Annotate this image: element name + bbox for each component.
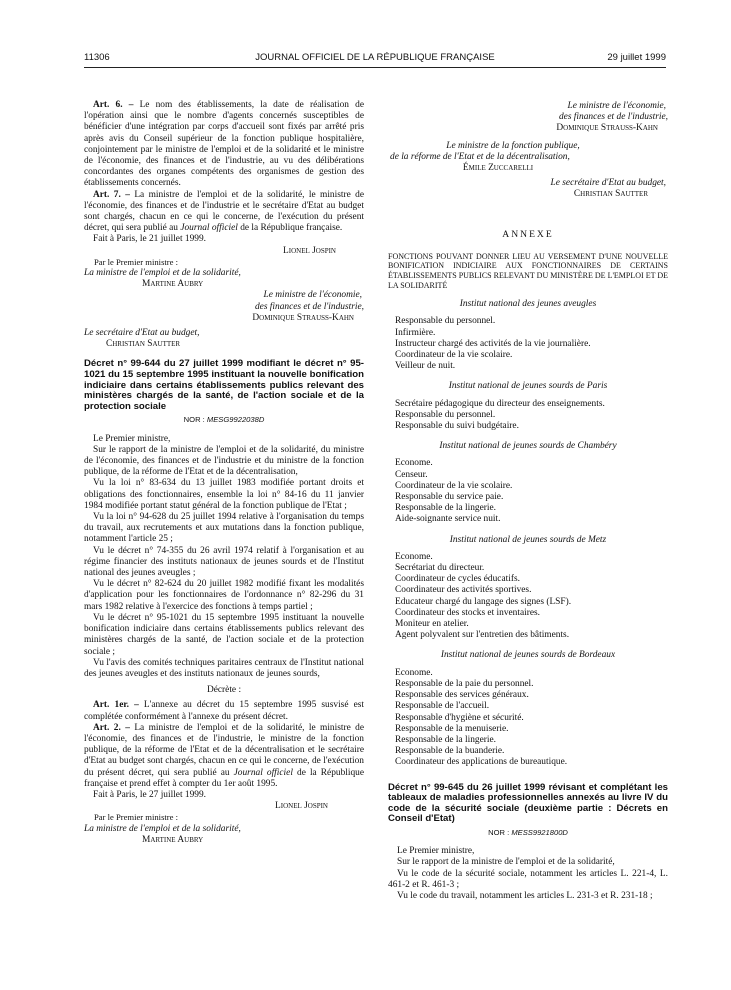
issue-date: 29 juillet 1999 (607, 52, 666, 63)
institute-heading: Institut national des jeunes aveugles (459, 299, 597, 310)
eco-minister-title-1a: Le ministre de l'économie, (263, 290, 362, 301)
header-rule (84, 67, 666, 68)
list-item: Econome. (395, 551, 433, 562)
function-list (388, 399, 668, 433)
decrete: Décrète : (206, 685, 242, 696)
institute-section (388, 441, 668, 525)
institute-heading: Institut national de jeunes sourds de Chambéry (439, 441, 617, 452)
decret-1-preamble-2: Sur le rapport de la ministre de l'emploi et de la solidarité, du ministre de l'économie, des finances et de l'industrie et du ministre de la fonction publique, de la réforme de l'Etat et de la décentralisation, (84, 444, 364, 478)
article-7-text: La ministre de l'emploi et de la solidarité, le ministre de l'économie, des finances et de l'industrie et le secrétaire d'Etat au budget sont chargés, chacun en ce qui le concerne, de l'exécution du présent décret, qui sera publié au (84, 189, 364, 234)
decret-1-visa-2: Vu la loi n° 94-628 du 25 juillet 1994 relative à l'organisation du temps du travail, aux recrutements et aux mutations dans la fonction publique, notamment l'article 25 ; (84, 512, 364, 545)
list-item: Responsable d'hygiène et sécurité. (395, 712, 524, 723)
article-6-text: Le nom des établissements, la date de réalisation de l'opération ainsi que le nombre d'agents concernés susceptibles de bénéficier d'une intégration par corps d'accueil sont fixés par arrêté pris après avis du Conseil supérieur de la fonction publique hospitalière, conjointement par le ministre de l'emploi et de la solidarité et le ministre de l'économie, des finances et de l'industrie, au vu des délibérations concordantes des organes compétents des organismes de gestion des établissements concernés. (84, 100, 364, 189)
article-1-text: L'annexe au décret du 15 septembre 1995 susvisé est complétée conformément à l'annexe du présent décret. (84, 700, 365, 722)
budget-secretary-title-2: Le secrétaire d'Etat au budget, (550, 178, 666, 189)
emploi-minister-title-1: La ministre de l'emploi et de la solidarité, (84, 268, 241, 279)
function-list (388, 668, 668, 769)
emploi-minister-title-2: La ministre de l'emploi et de la solidarité, (84, 823, 241, 834)
list-item: Educateur chargé du langage des signes (LSF). (395, 596, 572, 607)
journal-officiel-ref-2: Journal officiel (233, 767, 293, 778)
fp-minister-name: Émile Zuccarelli (462, 163, 534, 174)
nor-code-1: MESG9922038D (206, 415, 265, 425)
decret-1-visa-3: Vu le décret n° 74-355 du 26 avril 1974 relatif à l'organisation et au régime financier des instituts nationaux de jeunes sourds et de l'Institut national des jeunes aveugles ; (84, 545, 364, 579)
decret-2-preamble-1: Le Premier ministre, (397, 846, 475, 857)
list-item: Responsable de la buanderie. (395, 746, 505, 757)
institute-heading: Institut national de jeunes sourds de Metz (449, 534, 607, 545)
page-header (84, 52, 666, 66)
list-item: Responsable du personnel. (395, 316, 496, 327)
nor-code-2: MESS9921800D (511, 827, 568, 837)
nor-reference-2 (388, 827, 668, 838)
decret-2-visa-1: Vu le code de la sécurité sociale, notamment les articles L. 221-4, L. 461-2 et R. 461-3 ; (388, 868, 668, 890)
list-item: Secrétaire pédagogique du directeur des enseignements. (395, 398, 605, 409)
left-column (84, 100, 364, 846)
list-item: Coordinateur des stocks et inventaires. (395, 607, 541, 618)
list-item: Responsable de la lingerie. (395, 503, 497, 514)
budget-secretary-name-2: Christian Sautter (573, 189, 648, 200)
eco-minister-title-2a: Le ministre de l'économie, (567, 101, 666, 111)
list-item: Responsable du service paie. (395, 492, 504, 503)
signature-prime-minister-1: Lionel Jospin (283, 245, 336, 256)
list-item: Responsable de l'accueil. (395, 701, 490, 712)
list-item: Responsable du suivi budgétaire. (395, 421, 519, 432)
list-item: Secrétariat du directeur. (395, 563, 485, 574)
article-2-text: La ministre de l'emploi et de la solidarité, le ministre de l'économie, des finances et de l'industrie, le ministre de la fonction publique, de la réforme de l'Etat et de la décentralisation et le secrétaire d'Etat au budget sont chargés, chacun en ce qui le concerne, de l'exécution du présent décret, qui sera publié au (84, 722, 364, 778)
list-item: Coordinateur de cycles éducatifs. (395, 574, 520, 585)
list-item: Responsable de la lingerie. (395, 734, 497, 745)
institute-heading: Institut national de jeunes sourds de Bordeaux (440, 650, 616, 661)
list-item: Responsable des services généraux. (395, 690, 529, 701)
list-item: Coordinateur des applications de bureautique. (395, 757, 568, 768)
institute-heading: Institut national de jeunes sourds de Paris (448, 381, 608, 392)
journal-title: JOURNAL OFFICIEL DE LA RÉPUBLIQUE FRANÇAISE (255, 52, 495, 63)
article-2-text-end: de la République française et prend effet à compter du 1er août 1995. (84, 767, 365, 789)
decret-1-visa-1: Vu la loi n° 83-634 du 13 juillet 1983 modifiée portant droits et obligations des fonctionnaires, ensemble la loi n° 84-16 du 11 janvier 1984 modifiée portant statut général de la fonction publique de l'Etat ; (84, 478, 364, 511)
list-item: Responsable de la menuiserie. (395, 723, 509, 734)
function-list (388, 316, 668, 372)
list-item: Veilleur de nuit. (395, 361, 456, 372)
institute-section (388, 535, 668, 642)
list-item: Agent polyvalent sur l'entretien des bâtiments. (395, 630, 570, 641)
decret-1-visa-6: Vu l'avis des comités techniques paritaires centraux de l'Institut national des jeunes aveugles et des instituts nationaux de jeunes sourds, (84, 657, 364, 679)
list-item: Aide-soignante service nuit. (395, 514, 501, 525)
decret-2-visa-2: Vu le code du travail, notamment les articles L. 231-3 et R. 231-18 ; (397, 890, 653, 901)
nor-reference-1 (84, 414, 364, 425)
decret-1-preamble-1: Le Premier ministre, (93, 433, 171, 444)
par-premier-ministre-1: Par le Premier ministre : (94, 256, 179, 267)
list-item: Econome. (395, 458, 433, 469)
list-item: Infirmière. (395, 327, 436, 338)
article-7-label: Art. 7. – (93, 189, 130, 200)
nor-label-1: NOR : (183, 415, 205, 425)
list-item: Coordinateur des activités sportives. (395, 585, 532, 596)
decret-99-644-title: Décret n° 99-644 du 27 juillet 1999 modifiant le décret n° 95-1021 du 15 septembre 1995 instituant la nouvelle bonification indiciaire dans certains établissements publics relevant des ministères chargés de la santé, de l'action sociale et de la protection sociale (84, 358, 364, 412)
article-7-text-end: de la République française. (240, 223, 343, 234)
institute-section (388, 299, 668, 372)
eco-minister-name-1: Dominique Strauss-Kahn (252, 312, 354, 323)
par-premier-ministre-2: Par le Premier ministre : (94, 812, 179, 823)
article-2-label: Art. 2. – (93, 722, 130, 733)
emploi-minister-name-2: Martine Aubry (142, 834, 204, 845)
right-column (388, 101, 668, 902)
article-7 (84, 190, 364, 235)
nor-label-2: NOR : (488, 827, 510, 837)
list-item: Coordinateur de la vie scolaire. (395, 480, 513, 491)
annexe-heading: ANNEXE (502, 228, 554, 240)
article-2 (84, 723, 364, 790)
list-item: Coordinateur de la vie scolaire. (395, 350, 513, 361)
fp-minister-title-b: de la réforme de l'Etat et de la décentralisation, (390, 151, 570, 162)
list-item: Censeur. (395, 469, 428, 480)
emploi-minister-name-1: Martine Aubry (142, 279, 204, 290)
fait-a-paris-1: Fait à Paris, le 21 juillet 1999. (93, 234, 207, 245)
function-list (388, 552, 668, 642)
article-6-label: Art. 6. – (93, 100, 134, 110)
eco-minister-title-1b: des finances et de l'industrie, (254, 301, 364, 312)
article-1-label: Art. 1er. – (93, 700, 139, 711)
eco-minister-name-2: Dominique Strauss-Kahn (556, 123, 658, 134)
function-list (388, 458, 668, 525)
decret-99-645-title: Décret n° 99-645 du 26 juillet 1999 révisant et complétant les tableaux de maladies professionnelles annexés au livre IV du code de la sécurité sociale (deuxième partie : Décrets en Conseil d'Etat) (388, 781, 668, 825)
article-1 (84, 700, 364, 722)
list-item: Instructeur chargé des activités de la vie journalière. (395, 338, 591, 349)
fp-minister-title-a: Le ministre de la fonction publique, (446, 140, 580, 151)
budget-secretary-name-1: Christian Sautter (106, 339, 181, 350)
institute-section (388, 381, 668, 432)
list-item: Responsable de la paie du personnel. (395, 678, 534, 689)
list-item: Econome. (395, 667, 433, 678)
page-number: 11306 (84, 52, 110, 63)
journal-officiel-ref: Journal officiel (180, 223, 238, 234)
budget-secretary-title-1: Le secrétaire d'Etat au budget, (84, 328, 200, 339)
list-item: Moniteur en atelier. (395, 619, 469, 630)
eco-minister-title-2b: des finances et de l'industrie, (558, 112, 668, 123)
article-6 (84, 100, 364, 190)
decret-1-visa-5: Vu le décret n° 95-1021 du 15 septembre 1995 instituant la nouvelle bonification indiciaire dans certains établissements publics relevant des ministères chargés de la santé, de l'action sociale et de la protection sociale ; (84, 612, 364, 657)
signature-prime-minister-2: Lionel Jospin (275, 801, 328, 812)
institute-section (388, 650, 668, 768)
list-item: Responsable du personnel. (395, 409, 496, 420)
decret-2-preamble-2: Sur le rapport de la ministre de l'emploi et de la solidarité, (397, 857, 615, 868)
fait-a-paris-2: Fait à Paris, le 27 juillet 1999. (93, 789, 207, 800)
annexe-title: FONCTIONS POUVANT DONNER LIEU AU VERSEMENT D'UNE NOUVELLE BONIFICATION INDICIAIRE AUX FONCTIONNAIRES DE CERTAINS ÉTABLISSEMENTS PUBLICS RELEVANT DU MINISTÈRE DE L'EMPLOI ET DE LA SOLIDARITÉ (388, 251, 668, 290)
decret-1-visa-4: Vu le décret n° 82-624 du 20 juillet 1982 modifié fixant les modalités d'application pour les fonctionnaires de l'ordonnance n° 82-296 du 31 mars 1982 relative à l'exercice des fonctions à temps partiel ; (84, 579, 364, 612)
